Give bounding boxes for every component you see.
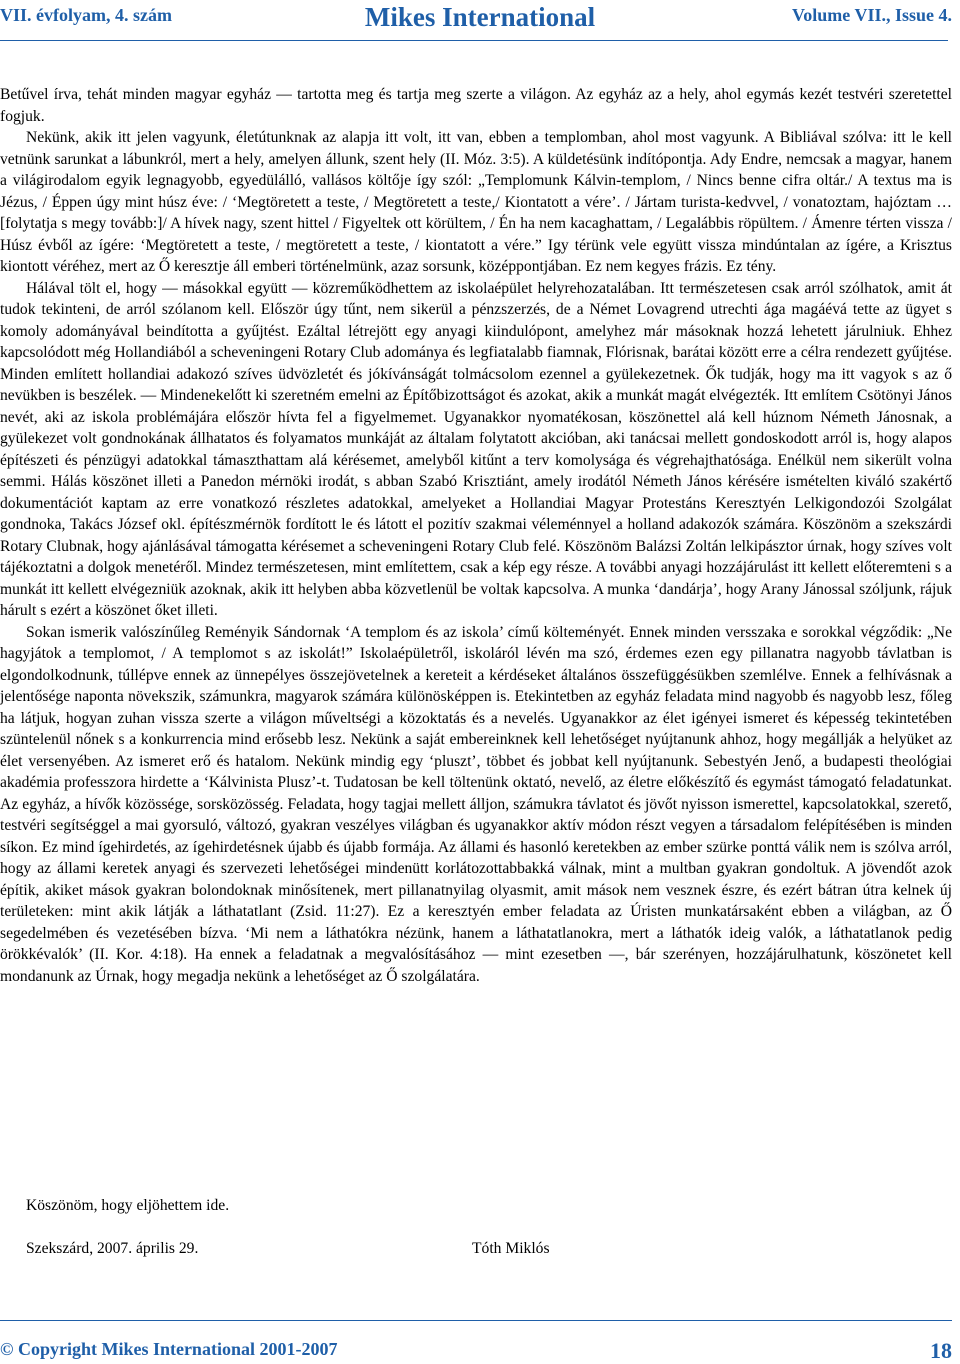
- page-header: [0, 0, 960, 50]
- paragraph-3: Hálával tölt el, hogy — másokkal együtt — közreműködhettem az iskolaépület helyrehozatalában. Itt természetesen csak arról szólhatok, amit át tudok tekinteni, de arról szólanom kell. Először úgy tűnt, nem sikerül a pénzszerzés, de a Német Lovagrend utrechti ága magáévá tette az ügyet s komoly adományával beindította a gyűjtést. Ezáltal létrejött egy anyagi kiindulópont, amelyhez már másoknak hozzá lehetett járulniuk. Ehhez kapcsolódott még Hollandiából a scheveningeni Rotary Club adománya és legfiatalabb fiamnak, Flórisnak, barátai között erre a célra rendezett gyűjtése. Minden említett hollandiai adakozó szíves üdvözletét és jókívánságát tolmácsolom ezennel a gyülekezetnek. Ők tudják, hogy ma itt vagyok s az ő nevükben is beszélek. — Mindenekelőtt ki szeretném emelni az Építőbizottságot és azokat, akik a munkát magát elvégezték. Itt említem Csötönyi János nevét, aki az iskola problémájára először hívta fel a figyelmemet. Ugyanakkor nyomatékosan, köszönettel alá kell húznom Németh Jánosnak, a gyülekezet volt gondnokának állhatatos és folyamatos munkáját az általam folytatott akcióban, aki tanácsai mellett gondoskodott arról is, hogy alapos építészeti és pénzügyi adatokkal támaszthattam alá kérésemet, amelyből kitűnt a terv komolysága és végrehajthatósága. Enélkül nem sikerült volna semmi. Hálás köszönet illeti a Panedon mérnöki irodát, s abban Szabó Krisztiánt, amely irodától Németh János kérésére ismételten kiváló szakértő dokumentációt kaptam az erre vonatkozó részletes adatokkal, amelyeket a Hollandiai Magyar Protestáns Keresztyén Lelkigondozói Szolgálat gondnoka, Takács József okl. építészmérnök fordított le és látott el pozitív szakmai véleménnyel a holland adakozók számára. Köszönöm a szekszárdi Rotary Clubnak, hogy ajánlásával támogatta kérésemet a scheveningeni Rotary Club felé. Köszönöm Balázsi Zoltán lelkipásztor úrnak, hogy szíves volt tájékoztatni a dolgok menetéről. Mindez természetesen, mint említettem, csak a kép egy része. A további anyagi hozzájárulást itt kellett előteremteni s a munkát itt kellett elvégezniük azoknak, akik itt helyben abba közvetlenül be voltak kapcsolva. A munka ‘dandárja’, hogy Arany Jánossal szóljunk, rájuk hárult s ezért a köszönet őket illeti.: [0, 279, 952, 619]
- paragraph-1: Betűvel írva, tehát minden magyar egyház — tartotta meg és tartja meg szerte a világon. Az egyház az a hely, ahol egymás kezét testvéri szeretettel fogjuk.: [0, 86, 952, 125]
- paragraph-4: Sokan ismerik valószínűleg Reményik Sándornak ‘A templom és az iskola’ című költeményét. Ennek minden versszaka e sorokkal végződik: „Ne hagyjátok a templomot, / A templomot s az iskolát!” Iskolaépületről, iskoláról lévén ma szó, érdemes ezen egy pillanatra nagyobb távlatban is elgondolkodnunk, túllépve ennek az ünnepélyes összejövetelnek a kereteit a kérdéseket általános összefüggésükben szemlélve. Ennek a felhívásnak a jelentősége naponta növekszik, számunkra, magyarok számára különösképpen is. Etekintetben az egyház feladata mind nagyobb és nagyobb lesz, főleg ha látjuk, hogyan zuhan vissza szerte a világon műveltségi a közoktatás és a nevelés. Ugyanakkor az élet igényei ismeret és képesség tekintetében szüntelenül nőnek s a konkurrencia mind erősebb lesz. Nekünk a saját embereinknek kell lehetőséget nyújtanunk ahhoz, hogy megállják a helyüket az élet versenyében. Az ismeret erő és hatalom. Nekünk mindig egy ‘pluszt’, többet és jobbat kell nyújtanunk. Sebestyén Jenő, a budapesti theológiai akadémia professzora hirdette a ‘Kálvinista Plusz’-t. Tudatosan be kell töltenünk oktató, nevelő, az életre előkészítő és egymást támogató feladatunkat. Az egyház, a hívők közössége, sorsközösség. Feladata, hogy tagjai mellett álljon, számukra távlatot és jövőt nyisson ismerettel, kapcsolatokkal, szerető, testvéri segítséggel a mai gyorsuló, változó, gyakran veszélyes világban és ugyanakkor aktív módon részt vegyen a társadalom felépítésében is minden síkon. Ez mind ígehirdetés, az ígehirdetésnek újabb és újabb formája. Az állami és hasonló keretekben az ember szürke ponttá válik nem is szólva arról, hogy az állami keretek anyagi és szervezeti lehetőségei mindenütt korlátozottabbakká válnak, mint a multban gyakran gondoltuk. A jövendőt azok építik, akiket mások gyakran bolondoknak minősítenek, mert pillanatnyilag olyasmit, amit mások nem vesznek észre, és ezért bátran útra kelnek új területeken: mint akik látják a láthatatlant (Zsid. 11:27). Ez a keresztyén ember feladata az Úristen munkatársaként ebben a világban, az Ő segedelmében és vezetésében bízva. ‘Mi nem a láthatókra nézünk, hanem a láthatatlanokra, mert a láthatók ideig valók, a láthatatlanok pedig örökkévalók’ (II. Kor. 4:18). Ha ennek a feladatnak a megvalósításához — mint ezesetben —, bár szerényen, hozzájárulhatunk, köszönetet kell mondanunk az Úrnak, hogy megadja nekünk a lehetőséget az Ő szolgálatára.: [0, 623, 952, 985]
- journal-title: Mikes International: [364, 2, 596, 32]
- paragraph-2: Nekünk, akik itt jelen vagyunk, életútunknak az alapja itt volt, itt van, ebben a templomban, ahol most vagyunk. A Bibliával szólva: itt le kell vetnünk sarunkat a lábunkról, mert a hely, amelyen állunk, szent hely (II. Móz. 3:5). A küldetésünk indítópontja. Ady Endre, nemcsak a magyar, hanem a világirodalom egyik legnagyobb, egyedülálló, vallásos költője így szól: „Templomunk Kálvin-templom, / Nincs benne cifra oltár./ A textus ma is Jézus, / Éppen úgy mint húsz éve: / ‘Megtöretett a teste, / Megtöretett a teste,/ Kiontatott a vére’. / Jártam turista-kedvvel, / vonatoztam, hajóztam …[folytatja s megy tovább:]/ A hívek nagy, szent hittel / Figyeltek ott körültem, / Én ha nem kacaghattam, / Legalábbis röpültem. / Ámenre térten vissza / Húsz évből az ígére: ‘Megtöretett a teste, / megtöretett a teste, / kiontatott a vére.” Igy térünk vele együtt vissza mindúntalan az ígére, a Krisztus kiontott véréhez, mert az Ő keresztje áll emberi történelmünk, azaz sorsunk, középpontjában. Ez nem kegyes frázis. Ez tény.: [0, 129, 952, 275]
- footer-divider: [0, 1320, 952, 1321]
- page-number: 18: [930, 1338, 952, 1363]
- article-body: [0, 84, 952, 987]
- issue-label-hungarian: VII. évfolyam, 4. szám: [0, 5, 172, 25]
- header-divider: [0, 40, 948, 41]
- issue-label-english: Volume VII., Issue 4.: [791, 5, 952, 25]
- copyright-notice: © Copyright Mikes International 2001-2007: [0, 1339, 338, 1359]
- author-name: Tóth Miklós: [472, 1240, 550, 1257]
- place-and-date: Szekszárd, 2007. április 29.: [26, 1240, 199, 1257]
- closing-line: Köszönöm, hogy eljöhettem ide.: [26, 1197, 230, 1214]
